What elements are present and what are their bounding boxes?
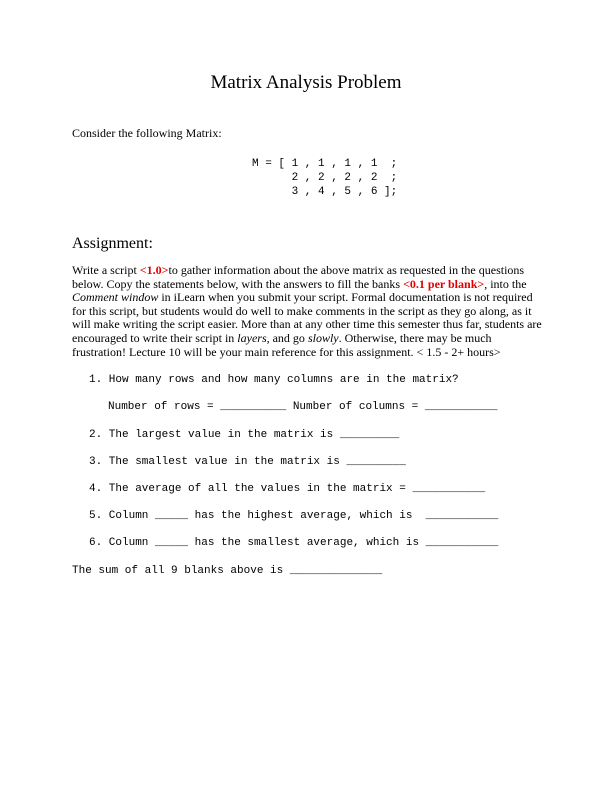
page-title: Matrix Analysis Problem xyxy=(210,72,402,93)
assignment-text-4: in iLearn when you submit your script. Formal documentation is not required for this script, but students would do well to make comments in the script as they go along, as it will make writing the script easier. More than at any other time this semester thus far, students are encouraged to write their script in xyxy=(72,290,542,345)
assignment-text-3: , into the xyxy=(484,276,527,291)
assignment-heading: Assignment: xyxy=(72,235,153,252)
slowly-term: slowly xyxy=(307,330,339,345)
question-1: 1. How many rows and how many columns are in the matrix? xyxy=(89,374,459,386)
matrix-row-2: 2 , 2 , 2 , 2 ; xyxy=(252,172,398,184)
score-badge-script: <1.0> xyxy=(139,263,169,277)
assignment-text-6: . Otherwise, there may be much frustration! Lecture 10 will be your main reference for this assignment. < 1.5 - 2+ hours> xyxy=(72,330,501,359)
question-1-answer-line: Number of rows = __________ Number of columns = ___________ xyxy=(108,401,498,413)
intro-text: Consider the following Matrix: xyxy=(72,126,222,140)
score-badge-blank: <0.1 per blank> xyxy=(403,276,485,291)
matrix-row-3: 3 , 4 , 5 , 6 ]; xyxy=(252,186,398,198)
question-2: 2. The largest value in the matrix is _________ xyxy=(89,429,400,441)
assignment-text-2: to gather information about the above matrix as requested in the questions below. Copy the statements below, with the answers to fill the banks xyxy=(72,263,525,291)
question-4: 4. The average of all the values in the matrix = ___________ xyxy=(89,483,486,495)
layers-term: layers, xyxy=(237,330,270,345)
comment-window-term: Comment window xyxy=(72,290,159,305)
question-3: 3. The smallest value in the matrix is _________ xyxy=(89,456,406,468)
matrix-definition xyxy=(252,157,397,199)
question-5: 5. Column _____ has the highest average, which is ___________ xyxy=(89,510,499,522)
question-6: 6. Column _____ has the smallest average, which is ___________ xyxy=(89,537,499,549)
assignment-text-1: Write a script xyxy=(72,263,140,277)
assignment-text-5: and go xyxy=(269,330,308,345)
matrix-row-1: M = [ 1 , 1 , 1 , 1 ; xyxy=(252,158,398,170)
sum-statement: The sum of all 9 blanks above is ______________ xyxy=(72,565,383,577)
assignment-paragraph xyxy=(72,264,542,359)
